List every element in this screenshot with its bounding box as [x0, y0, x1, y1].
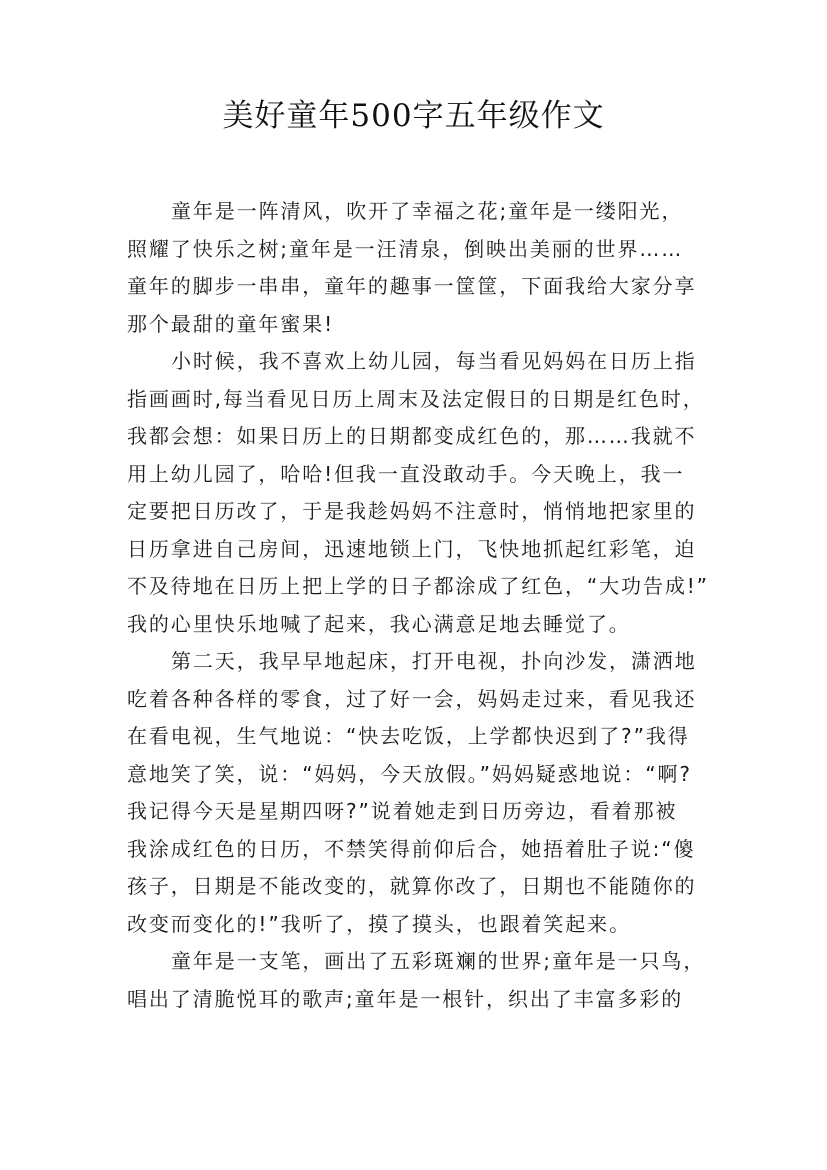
paragraph-line: 我的心里快乐地喊了起来，我心满意足地去睡觉了。 [127, 611, 631, 636]
paragraph-line: 孩子，日期是不能改变的，就算你改了，日期也不能随你的 [127, 874, 697, 898]
paragraph-line: 我记得今天是星期四呀?”说着她走到日历旁边，看着那被 [127, 799, 678, 823]
paragraph-line: 指画画时,每当看见日历上周末及法定假日的日期是红色时， [127, 386, 705, 411]
paragraph-line: 童年的脚步一串串，童年的趣事一筐筐，下面我给大家分享 [127, 274, 697, 298]
paragraph-line: 改变而变化的!”我听了，摸了摸头，也跟着笑起来。 [127, 911, 631, 936]
paragraph-first-line: 童年是一支笔，画出了五彩斑斓的世界;童年是一只鸟， [171, 949, 706, 973]
paragraph-line: 唱出了清脆悦耳的歌声;童年是一根针，织出了丰富多彩的 [127, 986, 684, 1011]
paragraph-line: 照耀了快乐之树;童年是一汪清泉，倒映出美丽的世界…… [127, 236, 684, 261]
paragraph-line: 意地笑了笑，说：“妈妈，今天放假。”妈妈疑惑地说：“啊? [127, 761, 692, 786]
paragraph-line: 日历拿进自己房间，迅速地锁上门，飞快地抓起红彩笔，迫 [127, 536, 697, 561]
paragraph-line: 那个最甜的童年蜜果! [127, 311, 335, 336]
paragraph-line: 用上幼儿园了，哈哈!但我一直没敢动手。今天晚上，我一 [127, 461, 685, 486]
paragraph-line: 吃着各种各样的零食，过了好一会，妈妈走过来，看见我还 [127, 686, 697, 711]
paragraph-first-line: 童年是一阵清风，吹开了幸福之花;童年是一缕阳光， [171, 199, 684, 223]
paragraph-line: 我都会想：如果日历上的日期都变成红色的，那……我就不 [127, 424, 697, 448]
paragraph-line: 我涂成红色的日历，不禁笑得前仰后合，她捂着肚子说:“傻 [127, 836, 696, 861]
paragraph-line: 定要把日历改了，于是我趁妈妈不注意时，悄悄地把家里的 [127, 499, 697, 523]
paragraph-line: 在看电视，生气地说：“快去吃饭，上学都快迟到了?”我得 [127, 724, 690, 748]
document-body [127, 193, 707, 1018]
paragraph-first-line: 小时候，我不喜欢上幼儿园，每当看见妈妈在日历上指 [171, 349, 697, 373]
paragraph-line: 不及待地在日历上把上学的日子都涂成了红色，“大功告成!” [127, 574, 709, 598]
paragraph-first-line: 第二天，我早早地起床，打开电视，扑向沙发，潇洒地 [171, 649, 697, 673]
document-title: 美好童年500字五年级作文 [222, 98, 605, 134]
